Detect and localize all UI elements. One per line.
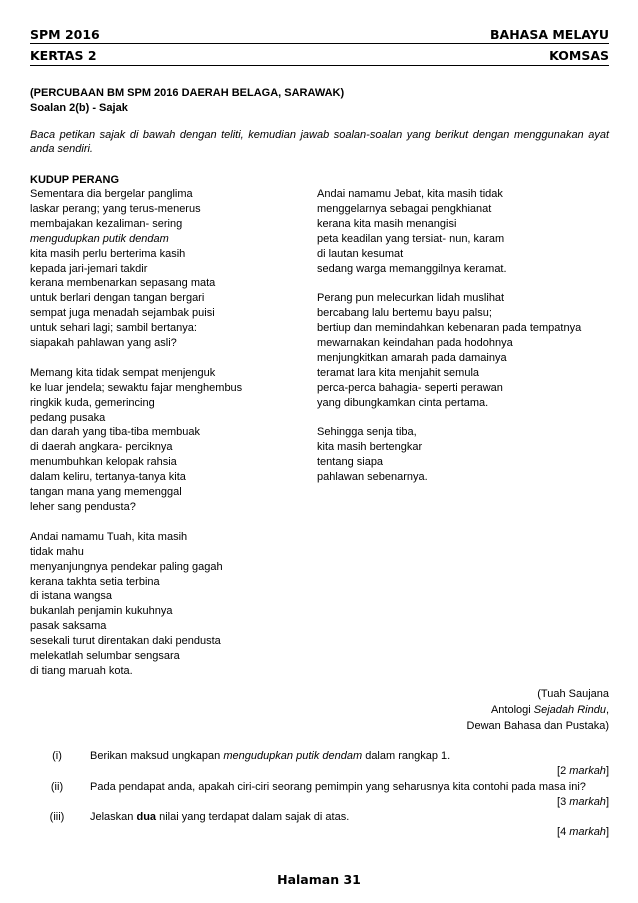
page-header-row-2 <box>30 48 609 63</box>
poem-line: ringkik kuda, gemerincing <box>30 396 155 409</box>
poem-line: menumbuhkan kelopak rahsia <box>30 456 177 469</box>
instruction-text: Baca petikan sajak di bawah dengan teliti, kemudian jawab soalan-soalan yang berikut dengan menggunakan ayat anda sendiri. <box>30 129 609 155</box>
poem-line: kepada jari-jemari takdir <box>30 262 148 275</box>
header-paper-label: KERTAS 2 <box>30 48 97 63</box>
header-section-label: KOMSAS <box>549 48 609 63</box>
poem-line: sempat juga menadah sejambak puisi <box>30 307 215 320</box>
credit-anthology-title: Sejadah Rindu <box>533 704 606 716</box>
poem-right-column <box>317 187 581 485</box>
poem-line: tangan mana yang memenggal <box>30 486 182 499</box>
poem-line: di tiang maruah kota. <box>30 664 133 677</box>
credit-anthology <box>491 704 609 716</box>
poem-line: pasak saksama <box>30 620 107 633</box>
header-exam-label: SPM 2016 <box>30 27 100 42</box>
poem-line: bercabang lalu bertemu bayu palsu; <box>317 307 492 320</box>
poem-line: dalam keliru, tertanya-tanya kita <box>30 471 186 484</box>
question-number: (i) <box>52 750 62 762</box>
poem-line: leher sang pendusta? <box>30 501 136 514</box>
poem-line: kerana membenarkan sepasang mata <box>30 277 216 290</box>
question-marks: [2 markah] <box>557 765 609 777</box>
question-text: Pada pendapat anda, apakah ciri-ciri seorang pemimpin yang seharusnya kita contohi pada masa ini? <box>90 781 586 793</box>
poem-line: di daerah angkara- perciknya <box>30 441 173 454</box>
poem-line: Andai namamu Tuah, kita masih <box>30 530 188 543</box>
poem-line: perca-perca bahagia- seperti perawan <box>317 381 503 394</box>
poem-left-column <box>30 187 242 679</box>
credit-author: (Tuah Saujana <box>537 688 609 700</box>
poem-line: melekatlah selumbar sengsara <box>30 650 180 663</box>
header-subject-label: BAHASA MELAYU <box>490 27 609 42</box>
poem-line: sedang warga memanggilnya keramat. <box>317 262 507 275</box>
poem-line: menjungkitkan amarah pada damainya <box>317 351 507 364</box>
poem-line: ke luar jendela; sewaktu fajar menghembus <box>30 381 243 394</box>
poem-line: sesekali turut direntakan daki pendusta <box>30 635 221 648</box>
poem-line: peta keadilan yang tersiat- nun, karam <box>317 232 505 245</box>
poem-line: mengudupkan putik dendam <box>30 232 169 245</box>
poem-line <box>30 515 242 530</box>
poem-line: menggelarnya sebagai pengkhianat <box>317 202 492 215</box>
poem-line: di lautan kesumat <box>317 247 404 260</box>
poem-line: Sehingga senja tiba, <box>317 426 417 439</box>
poem-line: tentang siapa <box>317 456 384 469</box>
poem-line: menyanjungnya pendekar paling gagah <box>30 560 223 573</box>
poem-line: Andai namamu Jebat, kita masih tidak <box>317 188 503 200</box>
poem-line: Perang pun melecurkan lidah muslihat <box>317 292 505 305</box>
poem-line: mewarnakan keindahan pada hodohnya <box>317 337 513 350</box>
poem-line <box>317 411 581 426</box>
poem-line: pahlawan sebenarnya. <box>317 471 428 484</box>
header-rule-2 <box>30 65 609 66</box>
poem-line <box>30 351 242 366</box>
poem-line: pedang pusaka <box>30 411 106 424</box>
question-text: Berikan maksud ungkapan mengudupkan putik dendam dalam rangkap 1. <box>90 750 451 762</box>
poem-line: kerana takhta setia terbina <box>30 575 160 588</box>
page-footer: Halaman 31 <box>277 872 361 887</box>
poem-line: teramat lara kita menjahit semula <box>317 366 480 379</box>
poem-line: yang dibungkamkan cinta pertama. <box>317 396 489 409</box>
poem-line: untuk berlari dengan tangan bergari <box>30 292 205 305</box>
question-label: Soalan 2(b) - Sajak <box>30 102 128 114</box>
poem-line: untuk sehari lagi; sambil bertanya: <box>30 322 197 335</box>
poem-line: membajakan kezaliman- sering <box>30 217 183 230</box>
poem-line: Memang kita tidak sempat menjenguk <box>30 366 216 379</box>
poem-line: bukanlah penjamin kukuhnya <box>30 605 173 618</box>
page-header-row-1 <box>30 27 609 42</box>
credit-publisher: Dewan Bahasa dan Pustaka) <box>466 720 609 732</box>
poem-line: kita masih perlu berterima kasih <box>30 247 186 260</box>
poem-line <box>317 276 581 291</box>
question-marks: [4 markah] <box>557 826 609 838</box>
poem-line: Sementara dia bergelar panglima <box>30 188 193 200</box>
question-text: Jelaskan dua nilai yang terdapat dalam sajak di atas. <box>90 811 350 823</box>
poem-line: kerana kita masih menangisi <box>317 217 457 230</box>
credit-anthology-pre: Antologi <box>490 704 534 716</box>
question-number: (iii) <box>49 811 65 823</box>
header-rule-1 <box>30 43 609 44</box>
source-line: (PERCUBAAN BM SPM 2016 DAERAH BELAGA, SARAWAK) <box>30 87 345 99</box>
poem-line: kita masih bertengkar <box>317 441 423 454</box>
question-marks: [3 markah] <box>557 796 609 808</box>
poem-line: siapakah pahlawan yang asli? <box>30 337 177 350</box>
poem-line: bertiup dan memindahkan kebenaran pada tempatnya <box>317 322 582 335</box>
poem-line: dan darah yang tiba-tiba membuak <box>30 426 200 439</box>
poem-line: di istana wangsa <box>30 590 112 603</box>
poem-title: KUDUP PERANG <box>30 174 120 186</box>
poem-line: tidak mahu <box>30 545 84 558</box>
poem-line: laskar perang; yang terus-menerus <box>30 202 201 215</box>
credit-anthology-post: , <box>605 704 609 716</box>
question-number: (ii) <box>50 781 64 793</box>
